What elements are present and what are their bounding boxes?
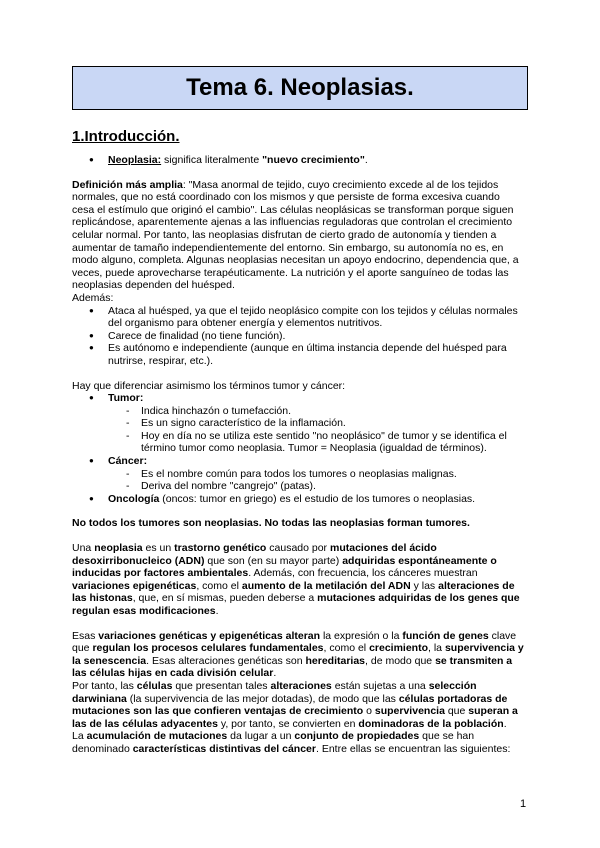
list-item: ● Neoplasia: significa literalmente "nuevo crecimiento". bbox=[108, 154, 524, 167]
list-item: ● Oncología (oncos: tumor en griego) es el estudio de los tumores o neoplasias. bbox=[108, 493, 524, 506]
page-number: 1 bbox=[520, 798, 527, 810]
terms-intro: Hay que diferenciar asimismo los términos tumor y cáncer: bbox=[72, 379, 346, 392]
document-body bbox=[72, 128, 524, 756]
terms-list bbox=[72, 392, 524, 505]
list-item: ● Carece de finalidad (no tiene función). bbox=[108, 330, 524, 343]
paragraph-variaciones: Esas variaciones genéticas y epigenéticas alteran la expresión o la función de genes clave que regulan los procesos celulares fundamentales, como el crecimiento, la supervivencia y la senescencia. Esas alteraciones genéticas son hereditarias, de modo que se transmiten a las células hijas en cada división celular. bbox=[72, 629, 524, 680]
ademas-list bbox=[72, 305, 524, 368]
cancer-sublist bbox=[108, 468, 524, 493]
paragraph-seleccion: Por tanto, las células que presentan tales alteraciones están sujetas a una selección darwiniana (la supervivencia de las mejor dotadas), de modo que las células portadoras de mutaciones son las que confieren ventajas de crecimiento o supervivencia que superan a las de las células adyacentes y, por tanto, se convierten en dominadoras de la población. bbox=[72, 679, 518, 730]
list-item: ● Tumor: - Indica hinchazón o tumefacción. - Es un signo característico de la inflamación. - Hoy en día no se utiliza este sentido "no neoplásico" de tumor y se identifica el término tumor como neoplasia. Tumor = Neoplasia (igualdad de términos). bbox=[108, 392, 524, 455]
sublist-item: - Indica hinchazón o tumefacción. bbox=[141, 405, 524, 418]
sublist-item: - Hoy en día no se utiliza este sentido "no neoplásico" de tumor y se identifica el término tumor como neoplasia. Tumor = Neoplasia (igualdad de términos). bbox=[141, 430, 524, 455]
sublist-item: - Es el nombre común para todos los tumores o neoplasias malignas. bbox=[141, 468, 524, 481]
tumor-sublist bbox=[108, 405, 524, 455]
section-heading: 1.Introducción. bbox=[72, 128, 180, 145]
list-item: ● Es autónomo e independiente (aunque en última instancia depende del huésped para nutrirse, respirar, etc.). bbox=[108, 342, 524, 367]
definition-paragraph: Definición más amplia: "Masa anormal de tejido, cuyo crecimiento excede al de los tejidos normales, que no está coordinado con los mismos y que persiste de forma excesiva cuando cesa el estímulo que originó el cambio". Las células neoplásicas se transforman porque siguen replicándose, aparentemente ajenas a las influencias reguladoras que controlan el crecimiento celular normal. Por tanto, las neoplasias disfrutan de cierto grado de autonomía y tienden a aumentar de tamaño independientemente del entorno. Sin embargo, su autonomía no es, en modo alguno, completa. Algunas neoplasias necesitan un apoyo endocrino, dependencia que, a veces, puede aprovecharse terapéuticamente. La nutrición y el aporte sanguíneo de todas las neoplasias dependen del huésped. bbox=[72, 178, 519, 292]
page-title: Tema 6. Neoplasias. bbox=[72, 66, 528, 110]
paragraph-neoplasia: Una neoplasia es un trastorno genético causado por mutaciones del ácido desoxirribonucleico (ADN) que son (en su mayor parte) adquiridas espontáneamente o inducidas por factores ambientales. Además, con frecuencia, los cánceres muestran variaciones epigenéticas, como el aumento de la metilación del ADN y las alteraciones de las histonas, que, en sí mismas, pueden deberse a mutaciones adquiridas de los genes que regulan esas modificaciones. bbox=[72, 542, 520, 617]
sublist-item: - Deriva del nombre "cangrejo" (patas). bbox=[141, 480, 524, 493]
list-item: ● Cáncer: - Es el nombre común para todos los tumores o neoplasias malignas. - Deriva del nombre "cangrejo" (patas). bbox=[108, 455, 524, 493]
paragraph-acumulacion: La acumulación de mutaciones da lugar a un conjunto de propiedades que se han denominado características distintivas del cáncer. Entre ellas se encuentran las siguientes: bbox=[72, 730, 511, 755]
sublist-item: - Es un signo característico de la inflamación. bbox=[141, 417, 524, 430]
intro-list bbox=[72, 154, 524, 167]
key-statement: No todos los tumores son neoplasias. No todas las neoplasias forman tumores. bbox=[72, 517, 470, 530]
ademas-label: Además: bbox=[72, 291, 114, 304]
list-item: ● Ataca al huésped, ya que el tejido neoplásico compite con los tejidos y células normales del organismo para obtener energía y elementos nutritivos. bbox=[108, 305, 524, 330]
